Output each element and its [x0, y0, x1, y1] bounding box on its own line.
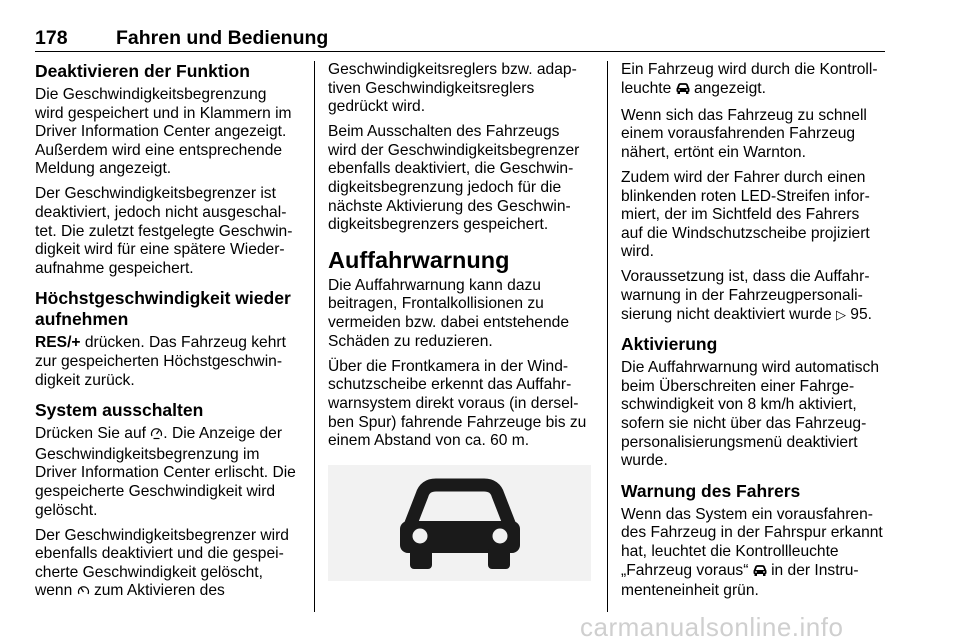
- section-heading-driver-warning: Warnung des Fahrers: [621, 480, 801, 501]
- vehicle-ahead-icon: [676, 82, 690, 101]
- section-heading-forward-collision-alert: Auffahrwarnung: [328, 246, 510, 273]
- paragraph: [621, 506, 884, 601]
- paragraph-text: in der Instrumenteneinheit grün.: [621, 561, 859, 600]
- paragraph: Die Auffahrwarnung kann dazu beitragen, Frontalkollisionen zu vermeiden bzw. dabei entstehende Schäden zu reduzieren.: [328, 276, 570, 350]
- paragraph: [35, 425, 298, 520]
- paragraph-text: drücken. Das Fahrzeug kehrt zur gespeicherten Höchstgeschwindigkeit zurück.: [35, 334, 286, 389]
- vehicle-ahead-icon: [400, 473, 520, 573]
- paragraph: Wenn sich das Fahrzeug zu schnell einem vorausfahrenden Fahrzeug nähert, ertönt ein Warnton.: [621, 106, 867, 161]
- header-rule: [35, 51, 885, 52]
- vehicle-ahead-illustration: [328, 465, 591, 581]
- section-heading-system-off: System ausschalten: [35, 400, 204, 421]
- paragraph: Geschwindigkeitsreglers bzw. adaptiven Geschwindigkeitsreglers gedrückt wird.: [328, 61, 577, 116]
- paragraph: [35, 334, 298, 390]
- page-reference-arrow-icon[interactable]: ▷: [835, 306, 846, 322]
- column-divider: [607, 61, 608, 612]
- section-heading-resume: Höchstgeschwindigkeit wieder aufnehmen: [35, 288, 291, 330]
- paragraph: Beim Ausschalten des Fahrzeugs wird der Geschwindigkeitsbegrenzer ebenfalls deaktiviert, die Geschwindigkeitsbegrenzung jedoch für die nächste Aktivierung des Geschwindigkeitsbegrenzers gespeichert.: [328, 123, 580, 234]
- paragraph-text: Ein Fahrzeug wird durch die Kontrollleuchte: [621, 61, 878, 97]
- paragraph: Die Geschwindigkeitsbegrenzung wird gespeichert und in Klammern im Driver Information Center angezeigt. Außerdem wird eine entsprechende Meldung angezeigt.: [35, 86, 292, 178]
- section-heading-activation: Aktivierung: [621, 334, 718, 355]
- paragraph-text: Der Geschwindigkeitsbegrenzer wird ebenfalls deaktiviert und die gespeicherte Geschwindigkeit gelöscht, wenn: [35, 526, 289, 600]
- paragraph: Über die Frontkamera in der Windschutzscheibe erkennt das Auffahrwarnsystem direkt voraus (in derselben Spur) fahrende Fahrzeuge bis zu einem Abstand von ca. 60 m.: [328, 357, 587, 450]
- paragraph: [621, 61, 884, 100]
- page-title: Fahren und Bedienung: [116, 27, 329, 49]
- paragraph-text: Drücken Sie auf: [35, 425, 151, 443]
- paragraph-text: . Die Anzeige der Geschwindigkeitsbegrenzung im Driver Information Center erlischt. Die gespeicherte Geschwindigkeit wird gelöscht.: [35, 425, 296, 519]
- speed-limiter-icon: [150, 426, 163, 446]
- column-1: [35, 61, 298, 610]
- page-header: [35, 27, 885, 51]
- paragraph-text: angezeigt.: [689, 79, 766, 97]
- paragraph-text: Wenn das System ein vorausfahrendes Fahrzeug in der Fahrspur erkannt hat, leuchtet die Kontrollleuchte „Fahrzeug voraus“: [621, 505, 883, 579]
- vehicle-ahead-icon: [753, 564, 767, 583]
- page-reference[interactable]: 95.: [845, 305, 872, 323]
- paragraph: [35, 527, 298, 603]
- section-heading-deactivate: Deaktivieren der Funktion: [35, 61, 250, 81]
- column-divider: [314, 61, 315, 612]
- page-number: 178: [35, 27, 68, 49]
- paragraph: Die Auffahrwarnung wird automatisch beim Überschreiten einer Fahrgeschwindigkeit von 8 km/h aktiviert, sofern sie nicht über das Fahrzeugpersonalisierungsmenü deaktiviert wurde.: [621, 359, 880, 470]
- watermark: carmanualsonline.info: [580, 612, 844, 642]
- paragraph: Zudem wird der Fahrer durch einen blinkenden roten LED-Streifen informiert, der im Sichtfeld des Fahrers auf die Windschutzscheibe projiziert wird.: [621, 168, 870, 261]
- paragraph: Der Geschwindigkeitsbegrenzer ist deaktiviert, jedoch nicht ausgeschaltet. Die zuletzt festgelegte Geschwindigkeit wird für eine spätere Wiederaufnahme gespeichert.: [35, 185, 293, 277]
- paragraph-text: Voraussetzung ist, dass die Auffahrwarnung in der Fahrzeugpersonalisierung nicht deaktiviert wurde: [621, 268, 870, 323]
- paragraph: [621, 268, 884, 324]
- column-2: [328, 61, 591, 581]
- res-button-label: RES/+: [35, 334, 81, 352]
- cruise-control-icon: [77, 583, 90, 603]
- column-3: [621, 61, 884, 607]
- paragraph-text: zum Aktivieren des: [89, 582, 225, 600]
